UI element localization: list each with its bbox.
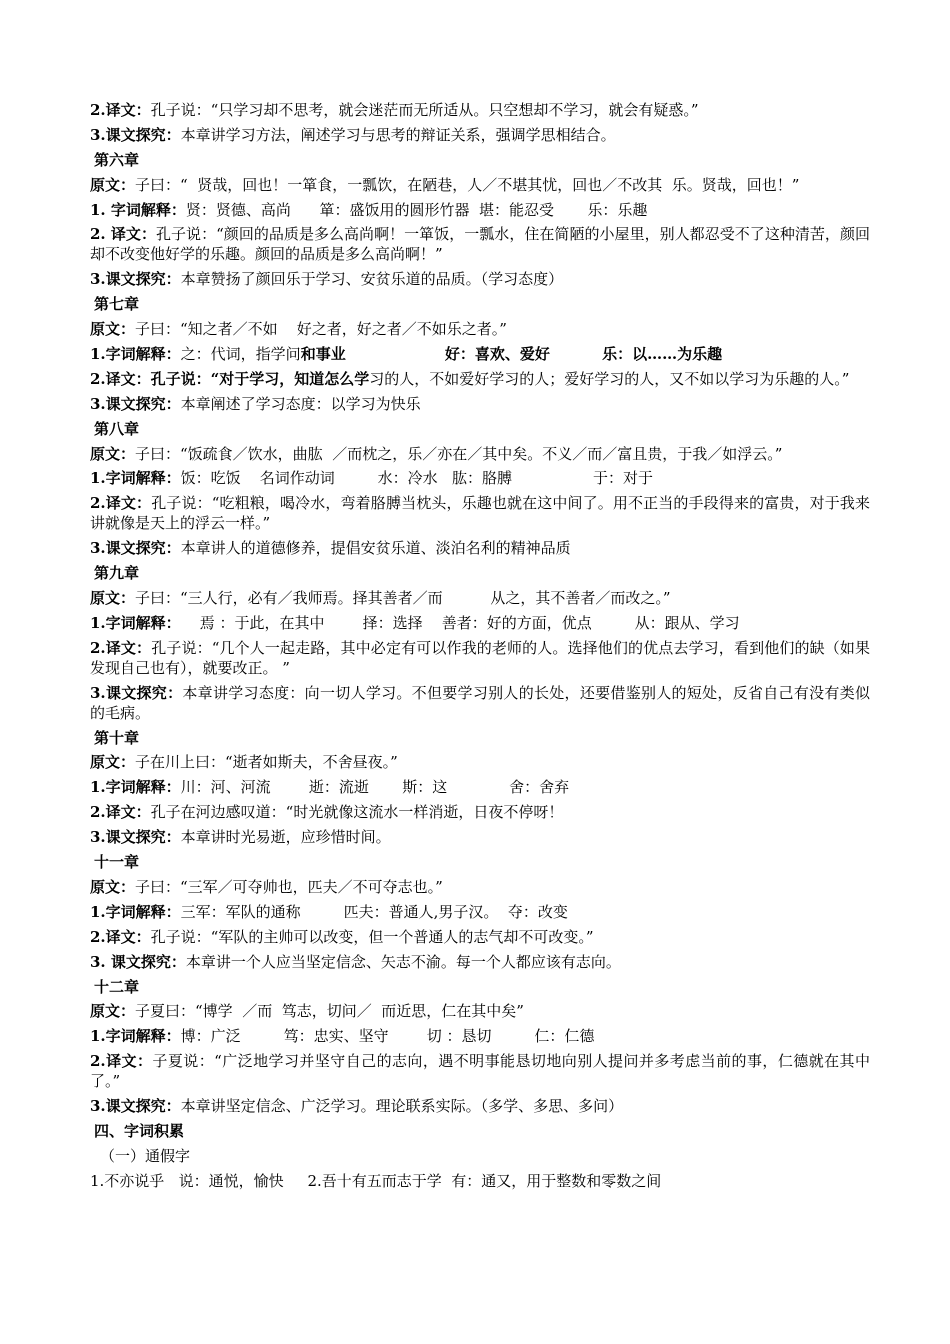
section-heading: 第六章 bbox=[94, 150, 140, 169]
text-line bbox=[90, 638, 870, 678]
line-label: 3.课文探究： bbox=[90, 828, 181, 847]
line-label: 1.字词解释： bbox=[90, 345, 181, 364]
line-text: 贤：贤德、高尚 箪：盛饭用的圆形竹器 堪：能忍受 乐：乐趣 bbox=[185, 200, 648, 219]
line-text: 本章讲人的道德修养，提倡安贫乐道、淡泊名利的精神品质 bbox=[180, 539, 571, 558]
line-text: 子曰：“饭疏食／饮水，曲肱 ／而枕之，乐／亦在／其中矣。不义／而／富且贵，于我／如浮云。” bbox=[135, 444, 783, 463]
text-line bbox=[90, 125, 870, 145]
line-label: 1.字词解释： bbox=[90, 902, 181, 921]
text-line bbox=[90, 802, 870, 822]
line-text: 孔子在河边感叹道：“时光就像这流水一样消逝，日夜不停呀！ bbox=[150, 803, 564, 822]
line-text: 子夏曰：“博学 ／而 笃志，切问／ 而近思，仁在其中矣” bbox=[135, 1002, 524, 1021]
line-label: 2.译文： bbox=[90, 803, 151, 822]
line-text: 三军：军队的通称 匹夫：普通人,男子汉。 夺：改变 bbox=[180, 902, 568, 921]
text-line bbox=[90, 394, 870, 414]
line-text: 子在川上曰：“逝者如斯夫，不舍昼夜。” bbox=[135, 753, 398, 772]
line-text: 1.不亦说乎 说：通悦，愉快 2.吾十有五而志于学 有：通又，用于整数和零数之间 bbox=[90, 1171, 662, 1190]
line-label: 2.译文：孔子说：“对于学习，知道怎么学 bbox=[90, 369, 370, 388]
text-line bbox=[90, 613, 870, 633]
line-text: 本章讲时光易逝，应珍惜时间。 bbox=[180, 828, 391, 847]
section-heading: 第七章 bbox=[94, 295, 140, 314]
line-text: 本章讲学习态度：向一切人学习。不但要学习别人的长处，还要借鉴别人的短处，反省自己有没有类似的毛病。 bbox=[90, 683, 870, 722]
text-line bbox=[90, 493, 870, 533]
line-label: 3.课文探究： bbox=[90, 1097, 181, 1116]
text-line bbox=[90, 1051, 870, 1091]
line-label: 1.字词解释： bbox=[90, 778, 181, 797]
line-text: 习的人，不如爱好学习的人；爱好学习的人，又不如以学习为乐趣的人。” bbox=[369, 369, 850, 388]
text-line bbox=[90, 224, 870, 264]
line-label: 2.译文： bbox=[90, 1052, 153, 1071]
text-line bbox=[90, 1171, 870, 1191]
line-label: 3.课文探究： bbox=[90, 683, 183, 702]
line-label: 1.字词解释： bbox=[90, 613, 181, 632]
text-line bbox=[90, 344, 870, 364]
text-line bbox=[90, 538, 870, 558]
text-line bbox=[90, 444, 870, 464]
line-text: 本章阐述了学习态度：以学习为快乐 bbox=[180, 394, 421, 413]
line-label: 2.译文： bbox=[90, 638, 152, 657]
text-line bbox=[90, 319, 870, 339]
line-text: （一）通假字 bbox=[100, 1146, 191, 1165]
text-line bbox=[90, 1026, 870, 1046]
line-bold-text: 和事业 好：喜欢、爱好 乐：以……为乐趣 bbox=[300, 345, 723, 364]
line-text: 孔子说：“颜回的品质是多么高尚啊！一箪饭，一瓢水，住在简陋的小屋里，别人都忍受不了这种清苦，颜回却不改变他好学的乐趣。颜回的品质是多么高尚啊！” bbox=[90, 225, 870, 264]
line-label: 3.课文探究： bbox=[90, 394, 181, 413]
text-line bbox=[90, 200, 870, 220]
text-line bbox=[90, 175, 870, 195]
line-label: 1. 字词解释： bbox=[90, 200, 186, 219]
line-label: 2.译文： bbox=[90, 927, 151, 946]
line-label: 3.课文探究： bbox=[90, 539, 181, 558]
text-line bbox=[90, 902, 870, 922]
line-text: 孔子说：“军队的主帅可以改变，但一个普通人的志气却不可改变。” bbox=[150, 927, 594, 946]
text-line bbox=[90, 683, 870, 723]
document-page bbox=[90, 100, 870, 1196]
text-line bbox=[90, 752, 870, 772]
text-line bbox=[90, 777, 870, 797]
line-label: 2. 译文： bbox=[90, 225, 156, 244]
line-text: 本章讲一个人应当坚定信念、矢志不渝。每一个人都应该有志向。 bbox=[185, 952, 621, 971]
line-text: 孔子说：“只学习却不思考，就会迷茫而无所适从。只空想却不学习，就会有疑惑。” bbox=[150, 101, 699, 119]
text-line bbox=[90, 269, 870, 289]
text-line bbox=[90, 1001, 870, 1021]
line-label: 3.课文探究： bbox=[90, 270, 181, 289]
section-heading: 第十章 bbox=[94, 728, 140, 747]
line-label: 原文： bbox=[90, 589, 136, 608]
line-text: 焉 ：于此，在其中 择：选择 善者：好的方面，优点 从：跟从、学习 bbox=[180, 613, 740, 632]
line-text: 子曰：“三军／可夺帅也，匹夫／不可夺志也。” bbox=[135, 877, 443, 896]
line-label: 2.译文： bbox=[90, 101, 151, 119]
line-text: 孔子说：“吃粗粮，喝冷水，弯着胳膊当枕头，乐趣也就在这中间了。用不正当的手段得来的富贵，对于我来讲就像是天上的浮云一样。” bbox=[90, 494, 870, 533]
line-text: 博：广泛 笃：忠实、坚守 切 ：恳切 仁：仁德 bbox=[180, 1027, 595, 1046]
line-text: 子曰：“三人行，必有／我师焉。择其善者／而 从之，其不善者／而改之。” bbox=[135, 589, 671, 608]
line-label: 3. 课文探究： bbox=[90, 952, 186, 971]
line-text: 饭：吃饭 名词作动词 水：冷水 肱：胳膊 于：对于 bbox=[180, 469, 654, 488]
text-line bbox=[90, 1096, 870, 1116]
line-label: 原文： bbox=[90, 320, 136, 339]
text-line bbox=[90, 877, 870, 897]
section-heading: 十二章 bbox=[94, 977, 140, 996]
line-text: 川：河、河流 逝：流逝 斯：这 舍：舍弃 bbox=[180, 778, 570, 797]
line-text: 本章讲坚定信念、广泛学习。理论联系实际。（多学、多思、多问） bbox=[180, 1097, 624, 1116]
section-heading: 第八章 bbox=[94, 419, 140, 438]
section-heading: 十一章 bbox=[94, 853, 140, 872]
line-text: 子夏说：“广泛地学习并坚守自己的志向，遇不明事能恳切地向别人提问并多考虑当前的事，仁德就在其中了。” bbox=[90, 1052, 870, 1091]
text-line bbox=[90, 952, 870, 972]
line-label: 3.课文探究： bbox=[90, 125, 181, 144]
text-line bbox=[90, 827, 870, 847]
line-label: 原文： bbox=[90, 877, 136, 896]
text-line bbox=[90, 588, 870, 608]
line-label: 原文： bbox=[90, 175, 136, 194]
line-text: 本章赞扬了颜回乐于学习、安贫乐道的品质。（学习态度） bbox=[180, 270, 564, 289]
line-label: 1.字词解释： bbox=[90, 1027, 181, 1046]
line-label: 1.字词解释： bbox=[90, 469, 181, 488]
text-line bbox=[90, 1146, 870, 1166]
text-line bbox=[90, 100, 870, 120]
line-text: 本章讲学习方法，阐述学习与思考的辩证关系，强调学思相结合。 bbox=[180, 125, 616, 144]
text-line bbox=[90, 927, 870, 947]
line-text: 子曰：“ 贤哉，回也！一箪食，一瓢饮，在陋巷，人／不堪其忧，回也／不改其 乐。贤哉，回也！” bbox=[135, 175, 800, 194]
line-label: 原文： bbox=[90, 444, 136, 463]
line-label: 原文： bbox=[90, 1002, 136, 1021]
line-text: 之：代词，指学问 bbox=[180, 345, 301, 364]
line-label: 2.译文： bbox=[90, 494, 152, 513]
text-line bbox=[90, 369, 870, 389]
line-text: 子曰：“知之者／不如 好之者，好之者／不如乐之者。” bbox=[135, 320, 507, 339]
line-text: 孔子说：“几个人一起走路，其中必定有可以作我的老师的人。选择他们的优点去学习，看到他们的缺（如果发现自己也有），就要改正。 ” bbox=[90, 638, 870, 677]
line-label: 原文： bbox=[90, 753, 136, 772]
section-heading: 四、字词积累 bbox=[94, 1121, 185, 1140]
text-line bbox=[90, 468, 870, 488]
section-heading: 第九章 bbox=[94, 564, 140, 583]
